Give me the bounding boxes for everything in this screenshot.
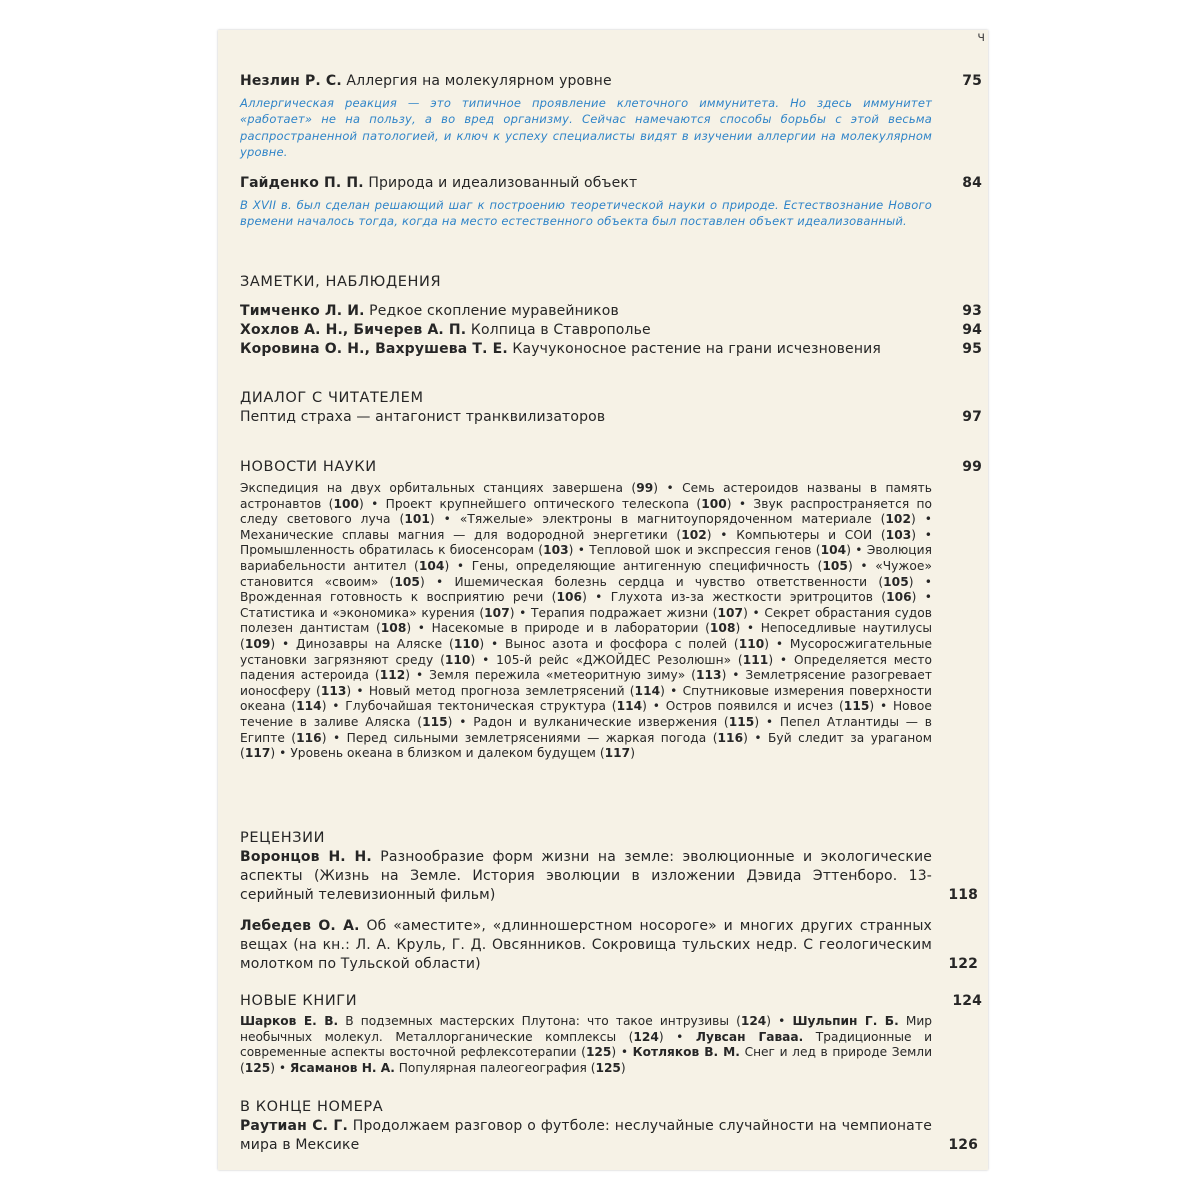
news-item-page: 100	[701, 496, 727, 511]
book-author: Ясаманов Н. А.	[289, 1060, 395, 1075]
section-books	[240, 992, 982, 1076]
entry-author: Коровина О. Н., Вахрушева Т. Е.	[240, 341, 508, 357]
review-entry	[240, 917, 982, 974]
page-number: 124	[952, 993, 982, 1009]
news-item-page: 107	[484, 605, 510, 620]
news-item: Пепел Атлантиды — в Египте	[240, 714, 933, 745]
news-item-page: 109	[244, 636, 271, 651]
news-item-page: 102	[681, 527, 707, 542]
news-item: Уровень океана в близком и далеком будущем	[290, 746, 596, 761]
book-author: Лувсан Гаваа.	[695, 1029, 804, 1044]
book-author: Шульпин Г. Б.	[792, 1014, 899, 1028]
news-item-page: 111	[742, 652, 769, 667]
news-item-page: 110	[444, 652, 471, 667]
news-item-page: 108	[380, 621, 407, 636]
article-abstract: Аллергическая реакция — это типичное проявление клеточного иммунитета. Но здесь иммунитет «работает» не на пользу, а во вред организму. Сейчас намечаются способы борьбы с этой весьма распространенной патологией, и ключ к успеху специалисты видят в изучении аллергии на молекулярном уровне.	[240, 96, 932, 159]
news-item-page: 113	[320, 683, 347, 698]
news-item-page: 105	[822, 558, 848, 573]
section-heading: ЗАМЕТКИ, НАБЛЮДЕНИЯ	[240, 274, 442, 290]
book-page: 125	[585, 1045, 612, 1060]
news-item-page: 115	[422, 714, 448, 729]
article-nezlin	[240, 72, 982, 160]
book-title: Снег и лед в природе Земли	[744, 1045, 932, 1060]
news-item-page: 103	[543, 543, 569, 558]
news-item: Эволюция вариабельности антител	[240, 543, 932, 573]
section-dialog	[240, 389, 982, 427]
page-number: 97	[962, 409, 982, 425]
news-item: Земля пережила «метеоритную зиму»	[429, 668, 686, 683]
news-item: Тепловой шок и экспрессия генов	[589, 543, 812, 558]
news-item-page: 102	[885, 512, 911, 527]
corner-mark: ч	[977, 30, 985, 45]
news-item-page: 103	[885, 527, 912, 542]
review-author: Воронцов Н. Н.	[240, 849, 372, 865]
news-item: Семь астероидов названы в память астронавтов	[240, 481, 932, 511]
news-item-page: 114	[634, 683, 661, 698]
entry-title: Пептид страха — антагонист транквилизаторов	[240, 409, 606, 425]
news-item: «Чужое» становится «своим»	[240, 558, 932, 589]
page-number: 118	[948, 887, 978, 903]
news-item-page: 117	[604, 746, 631, 761]
article-author: Гайденко П. П.	[240, 175, 364, 191]
news-item: Ишемическая болезнь сердца и чувство ответственности	[454, 574, 868, 589]
review-text: Об «аместите», «длинношерстном носороге» и многих других странных вещах (на кн.: Л. А. Круль, Г. Д. Овсянников. Сокровища тульских недр. С геологическим молотком по Тульской области)	[240, 918, 932, 972]
page-number: 126	[948, 1137, 978, 1153]
news-item: Мусоросжигательные установки загрязняют среду	[240, 636, 933, 667]
news-item: Определяется место падения астероида	[240, 652, 933, 683]
news-item: Терапия подражает жизни	[531, 605, 709, 620]
news-item: Динозавры на Аляске	[296, 636, 443, 651]
page-number: 84	[962, 175, 982, 191]
news-item: Непоседливые наутилусы	[760, 621, 933, 636]
news-item-page: 116	[717, 730, 744, 745]
news-item: Спутниковые измерения поверхности океана	[240, 683, 933, 714]
news-item: Насекомые в природе и в лаборатории	[431, 621, 699, 636]
section-heading: НОВЫЕ КНИГИ	[240, 993, 358, 1009]
news-item-page: 106	[886, 590, 912, 605]
book-author: Шарков Е. В.	[240, 1014, 339, 1028]
news-item-page: 104	[820, 543, 847, 558]
section-news	[240, 458, 982, 762]
news-item-page: 100	[333, 496, 360, 511]
news-item: Глубочайшая тектоническая структура	[345, 699, 606, 714]
end-author: Раутиан С. Г.	[240, 1118, 348, 1134]
review-author: Лебедев О. А.	[240, 918, 360, 934]
news-list: Экспедиция на двух орбитальных станциях завершена (99) • Семь астероидов названы в память астронавтов (100) • Проект крупнейшего оптического телескопа (100) • Звук распространяется по следу светового луча (101) • «Тяжелые» электроны в магнитоупорядоченном материале (102) • Механические сплавы магния — для водородной энергетики (102) • Компьютеры и СОИ (103) • Промышленность обратилась к биосенсорам (103) • Тепловой шок и экспрессия генов (104) • Эволюция вариабельности антител (104) • Гены, определяющие антигенную специфичность (105) • «Чужое» становится «своим» (105) • Ишемическая болезнь сердца и чувство ответственности (105) • Врожденная готовность к восприятию речи (106) • Глухота из-за жесткости эритроцитов (106) • Статистика и «экономика» курения (107) • Терапия подражает жизни (107) • Секрет обрастания судов полезен дантистам (108) • Насекомые в природе и в лаборатории (108) • Непоседливые наутилусы (109) • Динозавры на Аляске (110) • Вынос азота и фосфора с полей (110) • Мусоросжигательные установки загрязняют среду (110) • 105-й рейс «ДЖОЙДЕС Резолюшн» (111) • Определяется место падения астероида (112) • Земля пережила «метеоритную зиму» (113) • Землетрясение разогревает ионосферу (113) • Новый метод прогноза землетрясений (114) • Спутниковые измерения поверхности океана (114) • Глубочайшая тектоническая структура (114) • Остров появился и исчез (115) • Новое течение в заливе Аляска (115) • Радон и вулканические извержения (115) • Пепел Атлантиды — в Египте (116) • Перед сильными землетрясениями — жаркая погода (116) • Буй следит за ураганом (117) • Уровень океана в близком и далеком будущем (117)	[240, 481, 933, 761]
entry-title: Редкое скопление муравейников	[369, 303, 619, 319]
news-item: Звук распространяется по следу светового луча	[240, 496, 932, 527]
news-item: Промышленность обратилась к биосенсорам	[240, 543, 534, 558]
news-item: Статистика и «экономика» курения	[240, 605, 475, 620]
article-abstract: В XVII в. был сделан решающий шаг к построению теоретической науки о природе. Естествознание Нового времени началось тогда, когда на место естественного объекта был поставлен объект идеализованный.	[240, 198, 932, 229]
book-title: В подземных мастерских Плутона: что такое интрузивы	[345, 1014, 729, 1028]
page-number: 95	[962, 341, 982, 357]
news-item: «Тяжелые» электроны в магнитоупорядоченном материале	[459, 512, 872, 527]
news-item-page: 112	[379, 668, 406, 683]
entry-title: Каучуконосное растение на грани исчезновения	[512, 341, 881, 357]
end-text: Продолжаем разговор о футболе: неслучайные случайности на чемпионате мира в Мексике	[240, 1118, 932, 1153]
news-item-page: 115	[728, 714, 755, 729]
news-item-page: 114	[296, 699, 322, 714]
section-reviews	[240, 829, 982, 974]
news-item-page: 105	[883, 574, 909, 589]
news-item: Глухота из-за жесткости эритроцитов	[610, 590, 873, 605]
news-item: Новый метод прогноза землетрясений	[368, 683, 625, 698]
book-author: Котляков В. М.	[632, 1045, 740, 1060]
page-number: 93	[962, 303, 982, 319]
news-item-page: 116	[296, 730, 322, 745]
news-item-page: 114	[616, 699, 643, 714]
article-title: Аллергия на молекулярном уровне	[346, 73, 612, 89]
section-end	[240, 1098, 982, 1155]
news-item-page: 101	[404, 512, 430, 527]
entry-title: Колпица в Ставрополье	[470, 322, 651, 338]
news-item-page: 106	[556, 590, 583, 605]
news-item: Остров появился и исчез	[665, 699, 834, 714]
news-item: 105-й рейс «ДЖОЙДЕС Резолюшн»	[496, 652, 732, 667]
news-item: Новое течение в заливе Аляска	[240, 699, 932, 729]
book-title: Традиционные и современные аспекты восточной рефлексотерапии	[240, 1029, 932, 1060]
review-text: Разнообразие форм жизни на земле: эволюционные и экологические аспекты (Жизнь на Земле. История эволюции в изложении Дэвида Эттенборо. 13-серийный телевизионный фильм)	[240, 849, 933, 903]
news-item-page: 117	[244, 746, 271, 761]
book-page: 124	[633, 1029, 659, 1044]
section-heading: В КОНЦЕ НОМЕРА	[240, 1099, 384, 1115]
article-gaidenko	[240, 174, 982, 230]
page-number: 75	[962, 73, 982, 89]
article-title: Природа и идеализованный объект	[368, 175, 638, 191]
news-item: Буй следит за ураганом	[768, 730, 933, 745]
news-item: Вынос азота и фосфора с полей	[505, 636, 728, 651]
book-page: 125	[244, 1060, 271, 1075]
news-item: Гены, определяющие антигенную специфичность	[471, 558, 810, 573]
section-notes	[240, 273, 982, 359]
news-item-page: 105	[394, 574, 420, 589]
news-item: Компьютеры и СОИ	[736, 527, 873, 542]
news-item: Секрет обрастания судов полезен дантистам	[240, 605, 933, 636]
page-number: 122	[948, 956, 978, 972]
news-item-page: 104	[418, 558, 445, 573]
news-item-page: 108	[709, 621, 736, 636]
entry-author: Тимченко Л. И.	[240, 303, 365, 319]
book-title: Популярная палеогеография	[398, 1060, 587, 1075]
news-item: Механические сплавы магния — для водородной энергетики	[240, 527, 668, 542]
section-heading: НОВОСТИ НАУКИ	[240, 459, 377, 475]
page-number: 94	[962, 322, 982, 338]
end-entry	[240, 1117, 982, 1155]
news-item-page: 110	[453, 636, 480, 651]
news-item-page: 113	[695, 668, 722, 683]
news-item-page: 107	[717, 605, 744, 620]
book-page: 125	[595, 1060, 621, 1075]
section-heading: РЕЦЕНЗИИ	[240, 830, 326, 846]
contents-page	[218, 30, 988, 1170]
news-item: Радон и вулканические извержения	[473, 714, 718, 729]
book-page: 124	[740, 1014, 767, 1028]
page-number: 99	[962, 459, 982, 475]
section-heading: ДИАЛОГ С ЧИТАТЕЛЕМ	[240, 390, 424, 406]
news-item: Проект крупнейшего оптического телескопа	[385, 496, 690, 511]
news-item-page: 115	[843, 699, 870, 714]
news-item-page: 99	[636, 481, 654, 495]
news-item: Экспедиция на двух орбитальных станциях завершена	[240, 481, 623, 495]
books-list: Шарков Е. В. В подземных мастерских Плутона: что такое интрузивы (124) • Шульпин Г. Б. Мир необычных молекул. Металлорганические комплексы (124) • Лувсан Гаваа. Традиционные и современные аспекты восточной рефлексотерапии (125) • Котляков В. М. Снег и лед в природе Земли (125) • Ясаманов Н. А. Популярная палеогеография (125)	[240, 1014, 933, 1075]
review-entry	[240, 848, 982, 905]
entry-author: Хохлов А. Н., Бичерев А. П.	[240, 322, 467, 338]
news-item: Землетрясение разогревает ионосферу	[240, 668, 932, 698]
article-author: Незлин Р. С.	[240, 73, 342, 89]
news-item-page: 110	[738, 636, 765, 651]
news-item: Перед сильными землетрясениями — жаркая погода	[346, 730, 707, 745]
news-item: Врожденная готовность к восприятию речи	[240, 590, 544, 605]
book-title: Мир необычных молекул. Металлорганические комплексы	[240, 1014, 933, 1044]
